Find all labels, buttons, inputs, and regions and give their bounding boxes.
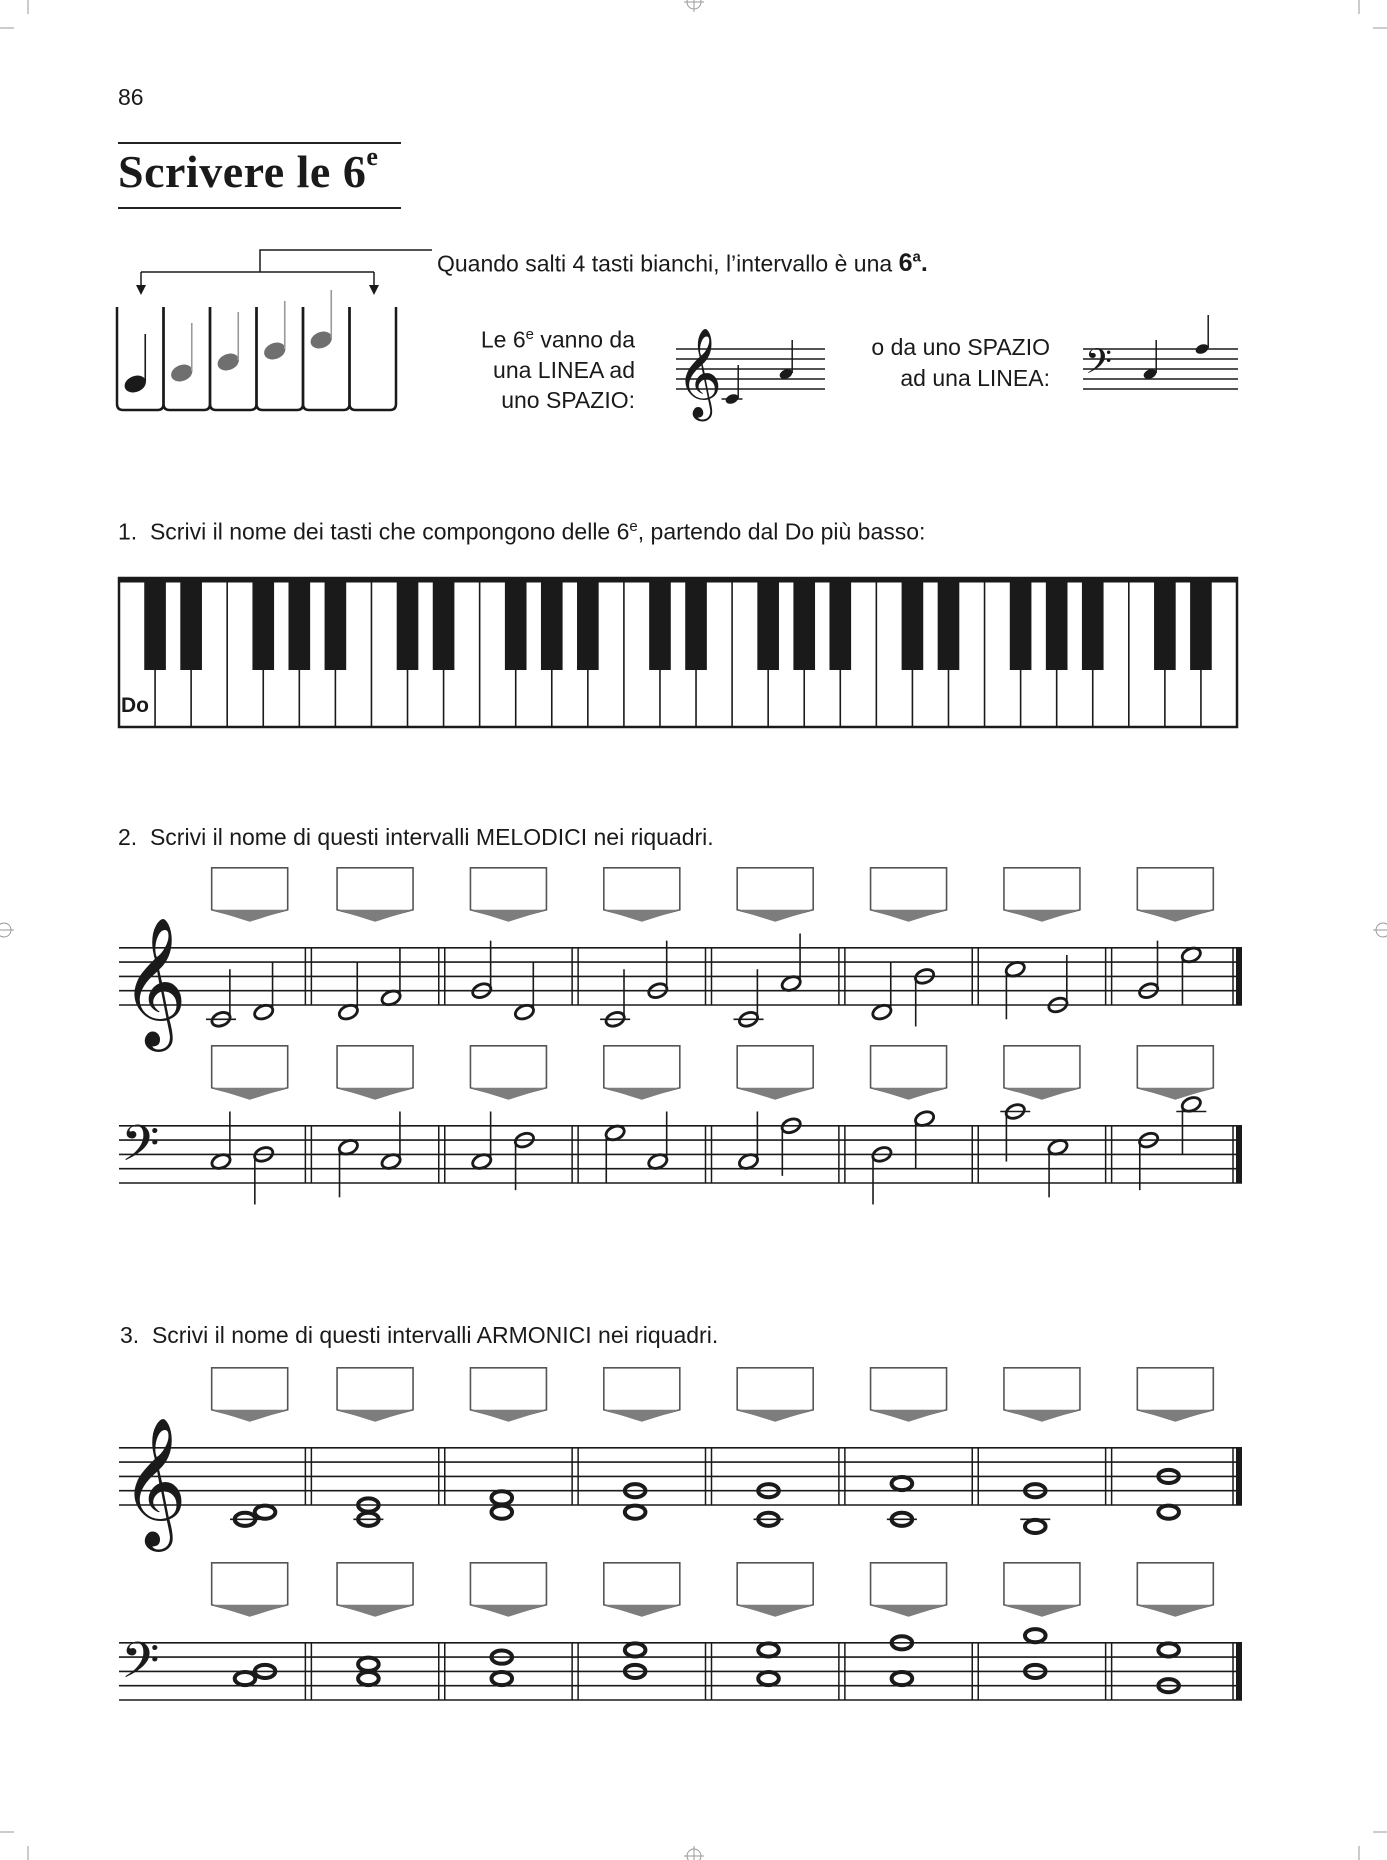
answer-box-arrow <box>1004 1410 1080 1422</box>
exercise-2-text: Scrivi il nome di questi intervalli MELODICI nei riquadri. <box>149 824 714 850</box>
exercise-1-text-b: , partendo dal Do più basso: <box>637 518 926 545</box>
exercise-1-number: 1. <box>118 518 138 545</box>
black-key <box>252 578 274 670</box>
diagram-white-key <box>350 307 397 410</box>
answer-box-arrow <box>470 1605 546 1617</box>
treble-clef-icon: 𝄞 <box>121 916 187 1047</box>
black-key <box>757 578 779 670</box>
black-key <box>1154 578 1176 670</box>
whole-note <box>491 1491 512 1504</box>
answer-box-arrow <box>871 910 947 922</box>
whole-note <box>625 1506 646 1519</box>
black-key <box>397 578 419 670</box>
black-key <box>433 578 455 670</box>
black-key <box>180 578 202 670</box>
intro-bold-suffix: . <box>920 249 928 278</box>
black-key <box>938 578 960 670</box>
whole-note <box>358 1658 379 1671</box>
diagram-white-key <box>117 307 164 410</box>
whole-note <box>255 1506 276 1519</box>
bracket-top <box>260 250 432 272</box>
whole-note <box>758 1643 779 1656</box>
quarter-note <box>1194 342 1210 355</box>
whole-note <box>491 1506 512 1519</box>
exercise-3-number: 3. <box>120 1322 140 1348</box>
answer-box-arrow <box>604 1088 680 1100</box>
harmonic-staves <box>119 1368 1242 1702</box>
intro-bold-sup: a <box>912 249 921 266</box>
answer-box-arrow <box>212 910 288 922</box>
treble-clef-icon: 𝄞 <box>676 328 723 418</box>
answer-box-arrow <box>1004 1605 1080 1617</box>
intro-bold-number: 6 <box>898 249 913 278</box>
bass-clef-icon: 𝄢 <box>1085 341 1113 390</box>
black-key <box>505 578 527 670</box>
whole-note <box>625 1643 646 1656</box>
answer-box-arrow <box>212 1088 288 1100</box>
exercise-1-sup: e <box>629 518 638 535</box>
bracket-arrow-left <box>136 285 146 295</box>
whole-note <box>1025 1629 1046 1642</box>
treble-clef-icon: 𝄞 <box>121 1416 187 1547</box>
whole-note <box>1158 1506 1179 1519</box>
answer-box-arrow <box>337 1605 413 1617</box>
intro-line-to-space-3: uno SPAZIO: <box>501 386 635 413</box>
exercise-3-text: Scrivi il nome di questi intervalli ARMONICI nei riquadri. <box>151 1322 719 1348</box>
answer-box-arrow <box>1137 910 1213 922</box>
answer-box-arrow <box>604 1605 680 1617</box>
answer-box-arrow <box>871 1088 947 1100</box>
bass-clef-icon: 𝄢 <box>121 1115 160 1186</box>
whole-note <box>358 1672 379 1685</box>
answer-box-arrow <box>470 1410 546 1422</box>
whole-note <box>1025 1520 1046 1533</box>
page-title-text: Scrivere le 6 <box>118 146 367 197</box>
keyboard-frame <box>119 578 1237 727</box>
answer-box-arrow <box>337 1410 413 1422</box>
answer-box-arrow <box>604 910 680 922</box>
black-key <box>325 578 347 670</box>
black-key <box>685 578 707 670</box>
quarter-note <box>724 392 740 405</box>
intro-l1a: Le 6 <box>480 326 526 353</box>
answer-box-arrow <box>337 910 413 922</box>
diagram-white-key <box>257 307 304 410</box>
black-key <box>541 578 563 670</box>
intro-staff-examples <box>676 315 1238 422</box>
intro-line-to-space-2: una LINEA ad <box>493 356 635 383</box>
intro-space-to-line-2: ad una LINEA: <box>900 365 1050 391</box>
answer-box-arrow <box>470 1088 546 1100</box>
page-title-sup: e <box>366 141 379 171</box>
black-key <box>144 578 166 670</box>
answer-box-arrow <box>1137 1088 1213 1100</box>
intro-l1sup: e <box>525 326 534 343</box>
melodic-staves <box>119 868 1242 1205</box>
diagram-white-key <box>164 307 211 410</box>
keyboard-first-key-label: Do <box>121 694 149 717</box>
intro-space-to-line-1: o da uno SPAZIO <box>871 334 1050 360</box>
answer-box-arrow <box>871 1605 947 1617</box>
answer-box-arrow <box>604 1410 680 1422</box>
page-number: 86 <box>118 84 144 110</box>
answer-box-arrow <box>737 1605 813 1617</box>
answer-box-arrow <box>337 1088 413 1100</box>
answer-box-arrow <box>1004 1088 1080 1100</box>
whole-note <box>1158 1643 1179 1656</box>
black-key <box>902 578 924 670</box>
bass-clef-icon: 𝄢 <box>121 1632 160 1703</box>
black-key <box>577 578 599 670</box>
black-key <box>1046 578 1068 670</box>
piano-keyboard <box>119 578 1237 727</box>
intro-sentence-prefix: Quando salti 4 tasti bianchi, l’intervallo è una <box>437 250 899 277</box>
black-key <box>289 578 311 670</box>
answer-box-arrow <box>737 910 813 922</box>
answer-box-arrow <box>1004 910 1080 922</box>
answer-box-arrow <box>212 1605 288 1617</box>
answer-box-arrow <box>1137 1605 1213 1617</box>
answer-box-arrow <box>212 1410 288 1422</box>
black-key <box>1010 578 1032 670</box>
exercise-1-text-a: Scrivi il nome dei tasti che compongono delle 6 <box>149 518 630 545</box>
whole-note <box>235 1672 256 1685</box>
whole-note <box>892 1477 913 1490</box>
intro-keyboard-diagram <box>117 250 432 410</box>
black-key <box>1190 578 1212 670</box>
black-key <box>793 578 815 670</box>
black-key <box>649 578 671 670</box>
whole-note <box>892 1672 913 1685</box>
diagram-white-key <box>303 307 350 410</box>
black-key <box>829 578 851 670</box>
black-key <box>1082 578 1104 670</box>
answer-box-arrow <box>871 1410 947 1422</box>
exercise-2-number: 2. <box>118 824 138 850</box>
bracket-arrow-right <box>369 285 379 295</box>
answer-box-arrow <box>1137 1410 1213 1422</box>
whole-note <box>758 1672 779 1685</box>
answer-box-arrow <box>470 910 546 922</box>
answer-box-arrow <box>737 1410 813 1422</box>
whole-note <box>491 1672 512 1685</box>
intro-l1b: vanno da <box>533 326 635 353</box>
answer-box-arrow <box>737 1088 813 1100</box>
